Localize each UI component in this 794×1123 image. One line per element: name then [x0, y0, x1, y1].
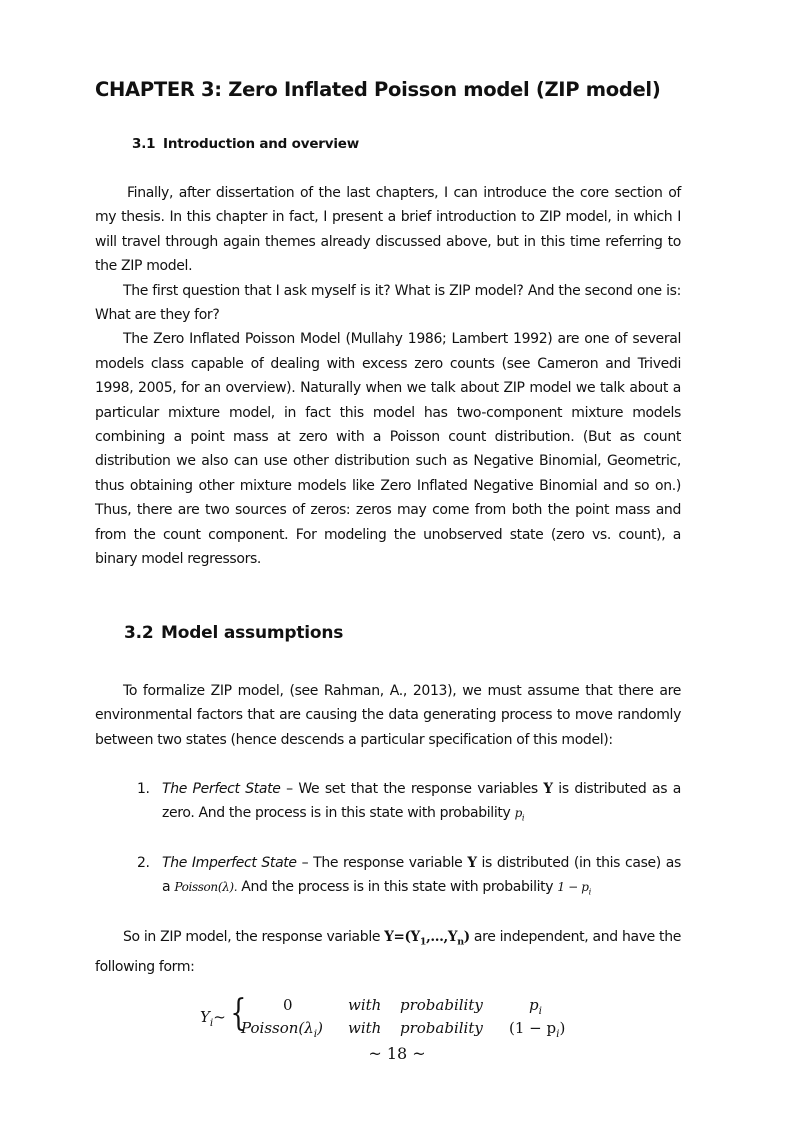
probability-symbol: $1 - p_i$ [557, 880, 591, 897]
assumption-section [95, 679, 681, 752]
paragraph: So in ZIP model, the response variable $Y=(Y_1,\dots,Y_n)$ are independent, and have the following form: [95, 929, 681, 976]
distribution-symbol: Poisson(λ). [174, 880, 238, 895]
list-text: – The response variable [296, 855, 468, 871]
form-intro-section [95, 925, 681, 980]
formula-with: with [348, 1019, 382, 1037]
formula-probability: probability [400, 1019, 483, 1037]
list-text: is distributed (in this case) as a [162, 855, 681, 896]
page-number: ~ 18 ~ [368, 1044, 426, 1063]
section-heading-3-1 [132, 136, 359, 152]
section-number: 3.2 [124, 623, 154, 643]
left-brace: { [230, 993, 247, 1034]
formula-probability: probability [400, 996, 483, 1014]
formula-with: with [348, 996, 382, 1014]
state-name: The Perfect State [162, 781, 281, 797]
variable-symbol: Y [467, 855, 477, 871]
state-name: The Imperfect State [162, 855, 297, 871]
variable-symbol: Y [543, 781, 553, 797]
formula-value: 0 [283, 996, 293, 1014]
list-item [95, 851, 681, 904]
section-title: Introduction and overview [163, 136, 359, 152]
probability-symbol: $p_i$ [514, 806, 525, 823]
section-title: Model assumptions [161, 623, 344, 643]
section-heading-3-2 [124, 623, 343, 643]
paragraph: The first question that I ask myself is it? What is ZIP model? And the second one is: What are they for? [95, 282, 681, 324]
list-text: – We set that the response variables [280, 781, 544, 797]
formula-prob: $(1 - p_i)$ [509, 1019, 566, 1040]
chapter-title: CHAPTER 3: Zero Inflated Poisson model (ZIP model) [95, 78, 661, 101]
list-text: And the process is in this state with probability [237, 879, 558, 896]
formula-value: $Poisson(\lambda_i)$ [241, 1019, 323, 1040]
formula-prob: $p_i$ [529, 996, 542, 1017]
paragraph: The Zero Inflated Poisson Model (Mullahy 1986; Lambert 1992) are one of several models class capable of dealing with excess zero counts (see Cameron and Trivedi 1998, 2005, for an overview). Naturally when we talk about ZIP model we talk about a particular mixture model, in fact this model has two-component mixture models combining a point mass at zero with a Poisson count distribution. (But as count distribution we also can use other distribution such as Negative Binomial, Geometric, thus obtaining other mixture models like Zero Inflated Negative Binomial and so on.) Thus, there are two sources of zeros: zeros may come from both the point mass and from the count component. For modeling the unobserved state (zero vs. count), a binary model regressors. [95, 331, 681, 568]
list-number: 1. [137, 781, 150, 797]
paragraph: To formalize ZIP model, (see Rahman, A., 2013), we must assume that there are environmental factors that are causing the data generating process to move randomly between two states (hence descends a particular specification of this model): [95, 683, 681, 748]
list-text: is distributed as a zero. And the process is in this state with probability [162, 781, 681, 822]
intro-section [95, 181, 681, 572]
list-number: 2. [137, 855, 150, 871]
formula-lhs: $Y_i\sim$ [200, 1008, 226, 1029]
paragraph: Finally, after dissertation of the last chapters, I can introduce the core section of my thesis. In this chapter in fact, I present a brief introduction to ZIP model, in which I will travel through again themes already discussed above, but in this time referring to the ZIP model. [95, 185, 681, 275]
response-vector: $Y=(Y_1,\dots,Y_n)$ [384, 929, 470, 948]
list-item [95, 777, 681, 830]
section-number: 3.1 [132, 136, 156, 152]
